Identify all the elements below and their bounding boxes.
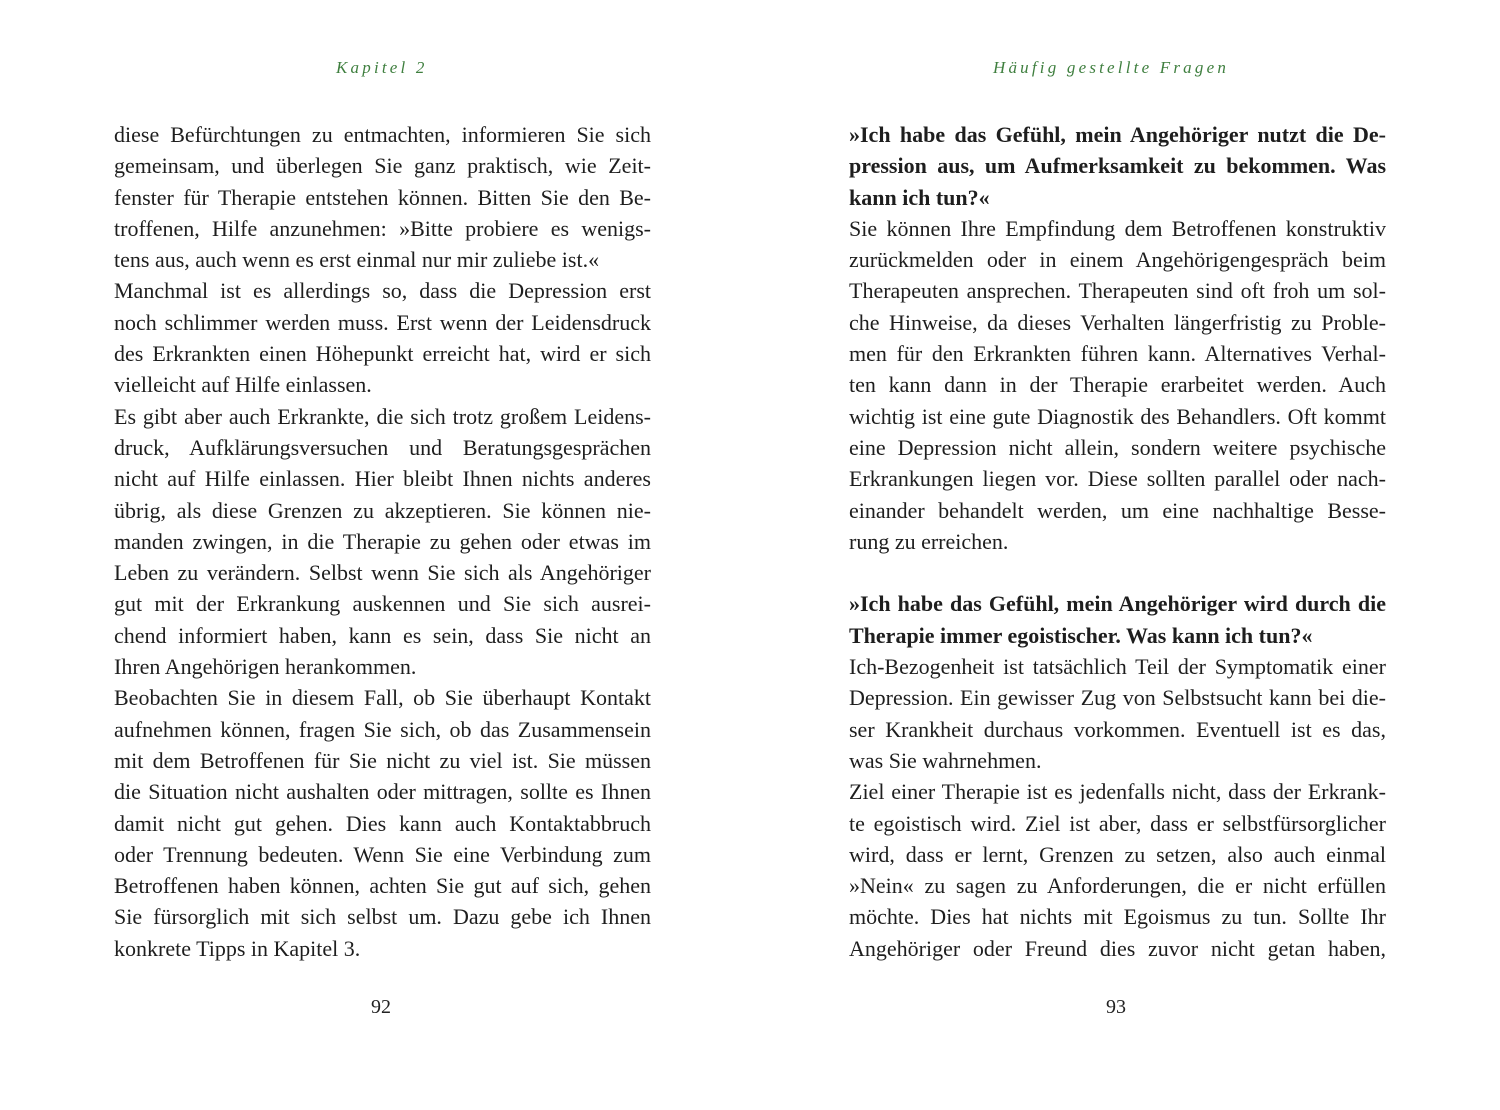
running-head-right: Häufig gestellte Fragen (993, 58, 1230, 77)
body-line: oder Trennung bedeuten. Wenn Sie eine Verbindung zum (114, 841, 651, 867)
body-line: Beobachten Sie in diesem Fall, ob Sie überhaupt Kontakt (114, 685, 651, 711)
body-line: Betroffenen haben können, achten Sie gut auf sich, gehen (114, 873, 651, 899)
answer-line: »Nein« zu sagen zu Anforderungen, die er nicht erfüllen (849, 873, 1386, 899)
answer-line: Erkrankungen liegen vor. Diese sollten parallel oder nach- (849, 466, 1386, 492)
body-line: fenster für Therapie entstehen können. Bitten Sie den Be- (114, 184, 651, 210)
answer-line: rung zu erreichen. (849, 528, 1009, 554)
body-line: Sie fürsorglich mit sich selbst um. Dazu gebe ich Ihnen (114, 904, 651, 930)
body-line: Leben zu verändern. Selbst wenn Sie sich als Angehöriger (114, 560, 651, 586)
body-line: druck, Aufklärungsversuchen und Beratungsgesprächen (114, 434, 651, 460)
section-gap (849, 557, 1386, 588)
body-line: die Situation nicht aushalten oder mittragen, sollte es Ihnen (114, 779, 651, 805)
body-line: gemeinsam, und überlegen Sie ganz praktisch, wie Zeit- (114, 153, 651, 179)
answer-line: eine Depression nicht allein, sondern weitere psychische (849, 434, 1386, 460)
answer-line: che Hinweise, da dieses Verhalten längerfristig zu Proble- (849, 309, 1386, 335)
question-heading-line: »Ich habe das Gefühl, mein Angehöriger nutzt die De- (849, 122, 1386, 147)
body-line: aufnehmen können, fragen Sie sich, ob das Zusammensein (114, 716, 651, 742)
answer-line: möchte. Dies hat nichts mit Egoismus zu tun. Sollte Ihr (849, 904, 1386, 930)
body-line: Ihren Angehörigen herankommen. (114, 654, 417, 680)
answer-line: Angehöriger oder Freund dies zuvor nicht getan haben, (849, 935, 1386, 961)
answer-line: zurückmelden oder in einem Angehörigengespräch beim (849, 247, 1386, 273)
body-line: tens aus, auch wenn es erst einmal nur mir zuliebe ist.« (114, 247, 600, 273)
answer-line: einander behandelt werden, um eine nachhaltige Besse- (849, 497, 1386, 523)
body-line: gut mit der Erkrankung auskennen und Sie sich ausrei- (114, 591, 651, 617)
answer-line: Depression. Ein gewisser Zug von Selbstsucht kann bei die- (849, 685, 1386, 711)
answer-line: te egoistisch wird. Ziel ist aber, dass er selbstfürsorglicher (849, 810, 1386, 836)
body-line: Es gibt aber auch Erkrankte, die sich trotz großem Leidens- (114, 403, 651, 429)
body-line: konkrete Tipps in Kapitel 3. (114, 935, 361, 961)
left-body-text (114, 119, 651, 964)
body-line: nicht auf Hilfe einlassen. Hier bleibt Ihnen nichts anderes (114, 466, 651, 492)
answer-line: Ziel einer Therapie ist es jedenfalls nicht, dass der Erkrank- (849, 779, 1386, 805)
answer-line: was Sie wahrnehmen. (849, 747, 1042, 773)
page-number-left: 92 (371, 996, 391, 1018)
body-line: vielleicht auf Hilfe einlassen. (114, 372, 372, 398)
answer-line: wird, dass er lernt, Grenzen zu setzen, also auch einmal (849, 841, 1386, 867)
question-heading-line: kann ich tun?« (849, 184, 990, 210)
running-head-left: Kapitel 2 (336, 58, 428, 77)
body-line: manden zwingen, in die Therapie zu gehen oder etwas im (114, 528, 651, 554)
question-heading-line: Therapie immer egoistischer. Was kann ich tun?« (849, 622, 1313, 648)
question-heading-line: »Ich habe das Gefühl, mein Angehöriger wird durch die (849, 591, 1386, 617)
body-line: übrig, als diese Grenzen zu akzeptieren. Sie können nie- (114, 497, 651, 523)
body-line: troffenen, Hilfe anzunehmen: »Bitte probiere es wenigs- (114, 215, 651, 241)
right-body-text (849, 119, 1386, 964)
answer-line: ten kann dann in der Therapie erarbeitet werden. Auch (849, 372, 1386, 398)
question-heading-line: pression aus, um Aufmerksamkeit zu bekommen. Was (849, 153, 1386, 179)
answer-line: Ich-Bezogenheit ist tatsächlich Teil der Symptomatik einer (849, 654, 1386, 680)
body-line: mit dem Betroffenen für Sie nicht zu viel ist. Sie müssen (114, 747, 651, 773)
page-number-right: 93 (1106, 996, 1126, 1018)
body-line: noch schlimmer werden muss. Erst wenn der Leidensdruck (114, 309, 651, 335)
right-page (750, 0, 1500, 1110)
answer-line: Therapeuten ansprechen. Therapeuten sind oft froh um sol- (849, 278, 1386, 304)
answer-line: men für den Erkrankten führen kann. Alternatives Verhal- (849, 341, 1386, 367)
answer-line: wichtig ist eine gute Diagnostik des Behandlers. Oft kommt (849, 403, 1386, 429)
answer-line: ser Krankheit durchaus vorkommen. Eventuell ist es das, (849, 716, 1386, 742)
answer-line: Sie können Ihre Empfindung dem Betroffenen konstruktiv (849, 215, 1386, 241)
body-line: des Erkrankten einen Höhepunkt erreicht hat, wird er sich (114, 341, 651, 367)
body-line: chend informiert haben, kann es sein, dass Sie nicht an (114, 622, 651, 648)
body-line: Manchmal ist es allerdings so, dass die Depression erst (114, 278, 651, 304)
body-line: diese Befürchtungen zu entmachten, informieren Sie sich (114, 122, 651, 147)
body-line: damit nicht gut gehen. Dies kann auch Kontaktabbruch (114, 810, 651, 836)
